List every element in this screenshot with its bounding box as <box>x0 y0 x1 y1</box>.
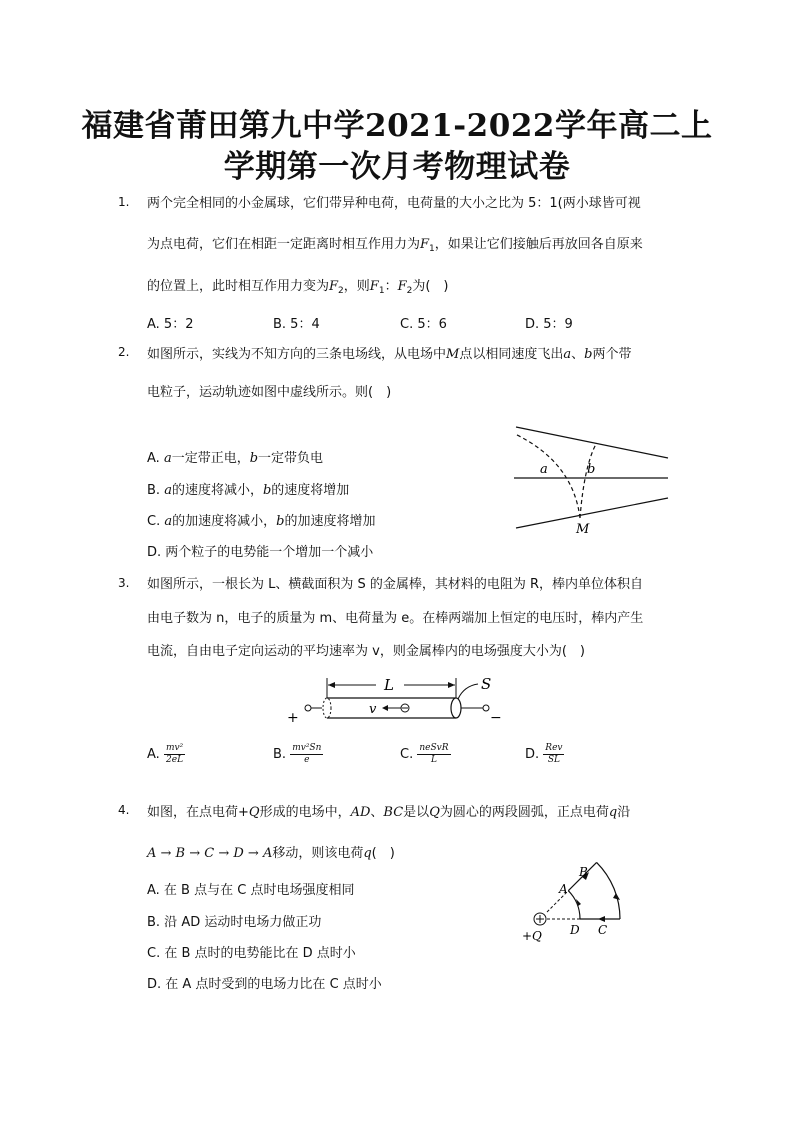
q3-option-c: C. $\frac{\text{neSvR}}{L}$ <box>400 743 449 765</box>
q2-option-c: C. a的加速度将减小，b的加速度将增加 <box>147 514 376 529</box>
q1-option-a: A. 5：2 <box>147 317 194 332</box>
label-S: S <box>481 675 492 693</box>
q3-option-a: A. $\frac{\text{mv²}}{2eL}$ <box>147 743 184 765</box>
q2-field-diagram <box>510 422 675 537</box>
label-Q: +Q <box>522 929 542 943</box>
q2-line1: 如图所示，实线为不知方向的三条电场线，从电场中M点以相同速度飞出a、b两个带 <box>147 347 632 362</box>
q1-line2: 为点电荷，它们在相距一定距离时相互作用力为$F_1$，如果让它们接触后再放回各自原来 <box>147 237 643 254</box>
label-D: D <box>570 923 580 937</box>
label-b: b <box>587 462 596 477</box>
q1-line3: 的位置上，此时相互作用力变为$F_2$，则$F_1$：$F_2$为( ) <box>147 279 449 296</box>
q1-option-d: D. 5：9 <box>525 317 573 332</box>
q4-arc-diagram <box>520 860 640 950</box>
q4-line2: A → B → C → D → A移动，则该电荷q( ) <box>147 846 395 861</box>
label-C: C <box>598 923 608 937</box>
q4-line1: 如图，在点电荷+Q形成的电场中，AD、BC是以Q为圆心的两段圆弧，正点电荷q沿 <box>147 805 631 820</box>
q3-line1: 如图所示，一根长为 L、横截面积为 S 的金属棒，其材料的电阻为 R，棒内单位体积自 <box>147 577 644 592</box>
q4-option-a: A. 在 B 点与在 C 点时电场强度相同 <box>147 883 355 898</box>
q1-line1: 两个完全相同的小金属球，它们带异种电荷，电荷量的大小之比为 5：1(两小球皆可视 <box>147 196 641 211</box>
q3-number: 3. <box>118 576 130 590</box>
q2-option-b: B. a的速度将减小，b的速度将增加 <box>147 483 350 498</box>
q4-option-c: C. 在 B 点时的电势能比在 D 点时小 <box>147 946 356 961</box>
label-A: A <box>559 882 568 896</box>
q2-option-d: D. 两个粒子的电势能一个增加一个减小 <box>147 545 374 560</box>
label-B: B <box>579 865 588 879</box>
q3-option-b: B. $\frac{\text{mv²Sn}}{e}$ <box>273 743 322 765</box>
trajectory-b <box>580 444 596 518</box>
q4-number: 4. <box>118 803 130 817</box>
q3-line2: 由电子数为 n，电子的质量为 m、电荷量为 e。在棒两端加上恒定的电压时，棒内产生 <box>147 611 644 626</box>
label-plus: + <box>287 710 299 726</box>
label-minus: − <box>490 710 502 726</box>
q4-option-b: B. 沿 AD 运动时电场力做正功 <box>147 915 322 930</box>
q3-option-d: D. $\frac{\text{Rev}}{SL}$ <box>525 743 563 765</box>
q1-number: 1. <box>118 195 130 209</box>
page-title: 福建省莆田第九中学2021-2022学年高二上 <box>81 108 713 144</box>
label-L: L <box>384 676 394 694</box>
q3-line3: 电流，自由电子定向运动的平均速率为 v，则金属棒内的电场强度大小为( ) <box>147 644 585 659</box>
field-line-bottom <box>516 498 668 528</box>
q2-option-a: A. a一定带正电，b一定带负电 <box>147 451 324 466</box>
label-M: M <box>576 522 590 537</box>
page-title-line2: 学期第一次月考物理试卷 <box>223 149 571 185</box>
q1-option-c: C. 5：6 <box>400 317 447 332</box>
q4-option-d: D. 在 A 点时受到的电场力比在 C 点时小 <box>147 977 382 992</box>
label-v: v <box>369 702 377 717</box>
q1-option-b: B. 5：4 <box>273 317 320 332</box>
q2-number: 2. <box>118 345 130 359</box>
q2-line2: 电粒子，运动轨迹如图中虚线所示。则( ) <box>147 385 392 400</box>
q3-rod-diagram <box>284 672 509 727</box>
label-a: a <box>540 462 548 477</box>
